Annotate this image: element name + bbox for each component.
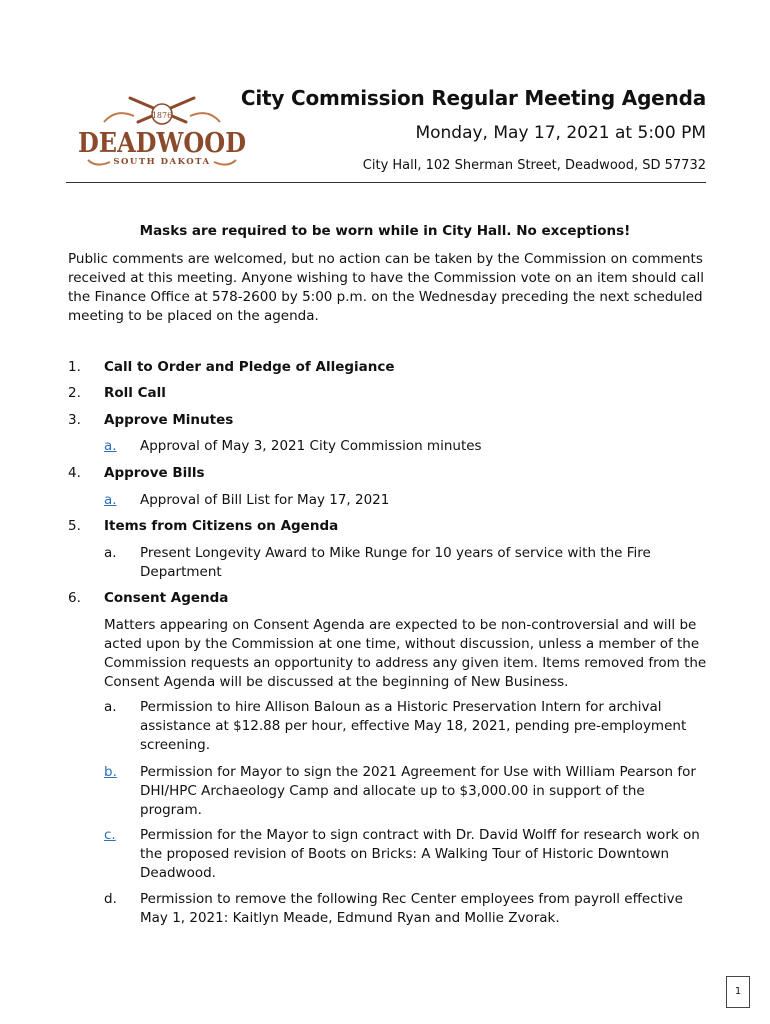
- agenda-item-label: Roll Call: [104, 385, 166, 401]
- subitem-text: Approval of May 3, 2021 City Commission minutes: [140, 438, 482, 454]
- subitem-link[interactable]: a.: [104, 492, 117, 508]
- subitem-text: Present Longevity Award to Mike Runge for 10 years of service with the Fire Department: [140, 545, 651, 580]
- agenda-item-number: 1.: [68, 359, 81, 375]
- agenda-item-number: 3.: [68, 412, 81, 428]
- agenda-item-number: 6.: [68, 590, 81, 606]
- consent-agenda-description: [104, 616, 708, 692]
- header-divider: [66, 182, 706, 183]
- subitem-link[interactable]: a.: [104, 438, 117, 454]
- subitem-text: Permission to hire Allison Baloun as a Historic Preservation Intern for archival assistance at $12.88 per hour, effective May 18, 2021, pending pre-employment screening.: [140, 699, 687, 753]
- agenda-item-label: Approve Minutes: [104, 412, 234, 428]
- agenda-subitem: [104, 544, 708, 582]
- agenda-item-number: 5.: [68, 518, 81, 534]
- agenda-item-label: Call to Order and Pledge of Allegiance: [104, 359, 395, 375]
- deadwood-logo: [74, 92, 250, 172]
- logo-year: 1876: [151, 111, 173, 120]
- subitem-letter: d.: [104, 891, 117, 907]
- intro-paragraph: [68, 250, 708, 326]
- agenda-item-number: 4.: [68, 465, 81, 481]
- agenda-subitem: [104, 491, 708, 510]
- subitem-text: Permission to remove the following Rec Center employees from payroll effective May 1, 2021: Kaitlyn Meade, Edmund Ryan and Mollie Zvorak.: [140, 891, 683, 926]
- agenda-item-number: 2.: [68, 385, 81, 401]
- meeting-address: City Hall, 102 Sherman Street, Deadwood, SD 57732: [362, 158, 706, 173]
- logo-name: DEADWOOD: [78, 128, 246, 159]
- page-title: City Commission Regular Meeting Agenda: [240, 86, 706, 110]
- agenda-subitem: [104, 890, 708, 928]
- agenda-item-label: Approve Bills: [104, 465, 205, 481]
- agenda-subitem: [104, 698, 708, 755]
- subitem-letter: a.: [104, 699, 117, 715]
- page-number: 1: [726, 976, 750, 1008]
- agenda-item-label: Consent Agenda: [104, 590, 229, 606]
- agenda-subitem: [104, 437, 708, 456]
- agenda-subitem: [104, 763, 708, 820]
- subitem-text: Permission for the Mayor to sign contract with Dr. David Wolff for research work on the proposed revision of Boots on Bricks: A Walking Tour of Historic Downtown Deadwood.: [140, 827, 700, 881]
- agenda-item-label: Items from Citizens on Agenda: [104, 518, 339, 534]
- subitem-text: Approval of Bill List for May 17, 2021: [140, 492, 390, 508]
- intro-text: Public comments are welcomed, but no action can be taken by the Commission on comments received at this meeting. Anyone wishing to have the Commission vote on an item should call the Finance Office at 578-2600 by 5:00 p.m. on the Wednesday preceding the next scheduled meeting to be placed on the agenda.: [68, 251, 704, 324]
- logo-state: SOUTH DAKOTA: [113, 157, 211, 167]
- meeting-date: Monday, May 17, 2021 at 5:00 PM: [415, 123, 706, 143]
- agenda-subitem: [104, 826, 708, 883]
- mask-notice: Masks are required to be worn while in City Hall. No exceptions!: [139, 223, 631, 239]
- subitem-link[interactable]: c.: [104, 827, 116, 843]
- subitem-link[interactable]: b.: [104, 764, 117, 780]
- subitem-text: Permission for Mayor to sign the 2021 Agreement for Use with William Pearson for DHI/HPC Archaeology Camp and allocate up to $3,000.00 in support of the program.: [140, 764, 696, 818]
- subitem-letter: a.: [104, 545, 117, 561]
- consent-agenda-text: Matters appearing on Consent Agenda are expected to be non-controversial and will be acted upon by the Commission at one time, without discussion, unless a member of the Commission requests an opportunity to address any given item. Items removed from the Consent Agenda will be discussed at the beginning of New Business.: [104, 617, 707, 690]
